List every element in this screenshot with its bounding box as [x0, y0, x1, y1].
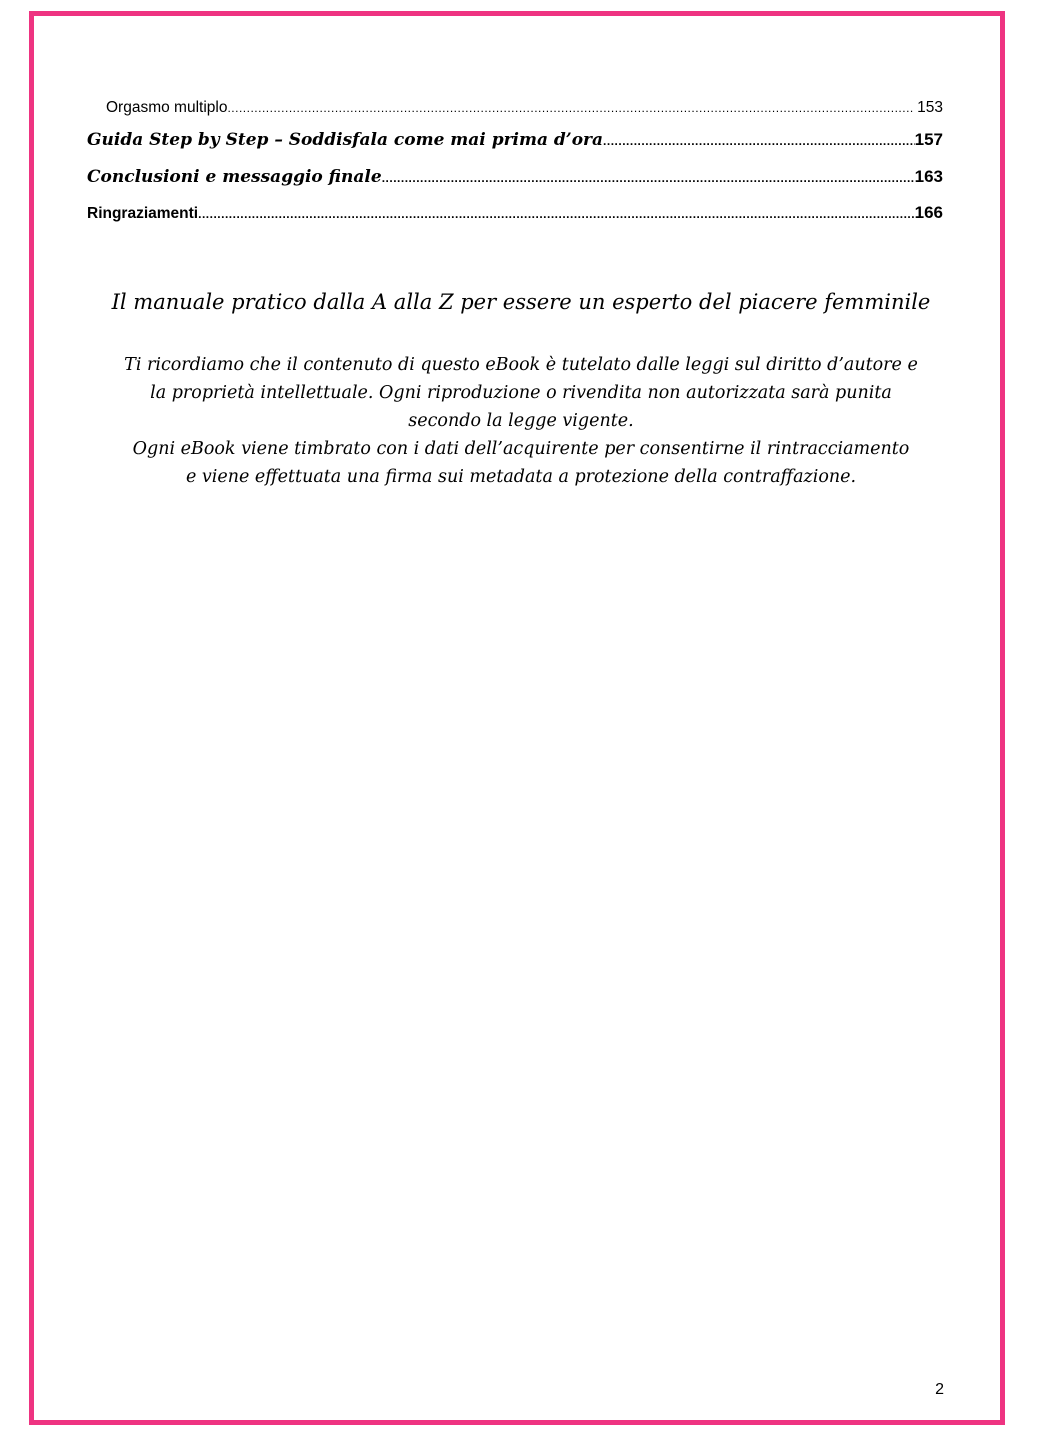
toc-entry-page: 157 — [914, 130, 943, 149]
toc-dot-leader — [198, 197, 915, 230]
toc-entry-page: 166 — [914, 203, 943, 222]
toc-entry-ringraziamenti[interactable] — [87, 195, 943, 230]
page-number: 2 — [935, 1381, 944, 1398]
toc-dot-leader — [382, 160, 915, 195]
notice-line: e viene effettuata una firma sui metadata a protezione della contraffazione. — [185, 467, 857, 487]
toc-dot-leader — [603, 123, 915, 158]
toc-entry-orgasmo-multiplo[interactable] — [87, 94, 943, 121]
table-of-contents — [87, 94, 943, 230]
notice-line: Ti ricordiamo che il contenuto di questo eBook è tutelato dalle leggi sul diritto d’autore e — [124, 355, 918, 375]
book-subtitle: Il manuale pratico dalla A alla Z per essere un esperto del piacere femminile — [111, 290, 931, 314]
toc-entry-guida-step-by-step[interactable] — [87, 121, 943, 158]
toc-entry-label: Guida Step by Step – Soddisfala come mai prima d’ora — [87, 130, 604, 150]
notice-line: Ogni eBook viene timbrato con i dati dell’acquirente per consentirne il rintracciamento — [132, 439, 910, 459]
toc-entry-page: 163 — [914, 167, 943, 186]
notice-line: la proprietà intellettuale. Ogni riproduzione o rivendita non autorizzata sarà punita — [150, 383, 892, 403]
copyright-notice — [70, 351, 972, 491]
toc-entry-page: 153 — [917, 99, 943, 116]
notice-line: secondo la legge vigente. — [408, 411, 634, 431]
toc-entry-label: Ringraziamenti — [87, 205, 199, 222]
toc-entry-label: Orgasmo multiplo — [106, 99, 228, 116]
toc-entry-label: Conclusioni e messaggio finale — [87, 167, 382, 187]
toc-entry-conclusioni[interactable] — [87, 158, 943, 195]
toc-dot-leader — [227, 95, 913, 121]
